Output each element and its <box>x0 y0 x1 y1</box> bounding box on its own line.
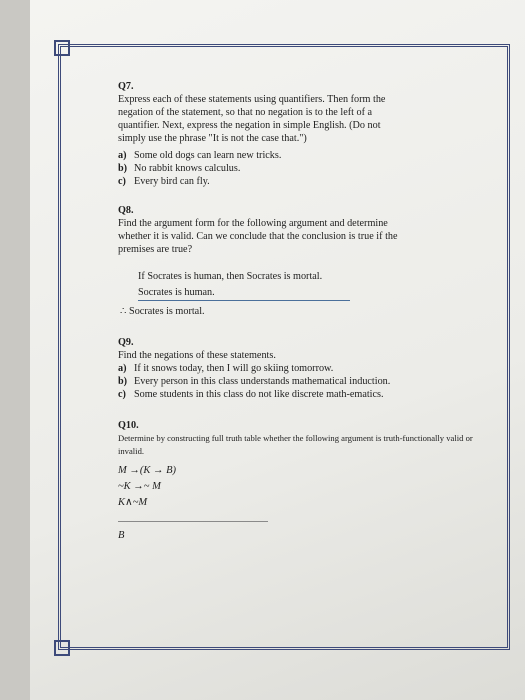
question-prompt: Determine by constructing full truth table whether the following argument is truth-functionally valid or invalid. <box>118 433 473 456</box>
argument-divider <box>118 521 268 522</box>
conclusion: B <box>118 530 125 541</box>
item-label: c) <box>118 389 126 400</box>
premise: ~K →~ M <box>118 481 161 492</box>
argument-divider <box>138 300 350 301</box>
item-text: If it snows today, then I will go skiing tomorrow. <box>134 363 334 374</box>
item-label: b) <box>118 376 128 387</box>
item-text: Some old dogs can learn new tricks. <box>134 150 282 161</box>
list-item <box>118 375 398 388</box>
question-prompt: Express each of these statements using quantifiers. Then form the negation of the statement, so that no negation is to the left of a quantifier. Next, express the negation in simple English. (Do not simply use the phrase "It is not the case that.") <box>118 94 386 144</box>
question-10 <box>118 419 488 544</box>
item-label: a) <box>118 150 127 161</box>
question-9 <box>118 336 398 401</box>
premise: M →(K → B) <box>118 465 177 476</box>
conclusion: Socrates is mortal. <box>129 306 205 317</box>
question-number: Q8. <box>118 205 134 216</box>
item-text: No rabbit knows calculus. <box>134 163 241 174</box>
list-item <box>118 149 398 162</box>
worksheet-content <box>118 80 473 544</box>
question-8 <box>118 204 398 318</box>
item-text: Every bird can fly. <box>134 176 210 187</box>
question-7 <box>118 80 398 188</box>
item-text: Some students in this class do not like discrete math-ematics. <box>134 389 384 400</box>
question-prompt: Find the argument form for the following argument and determine whether it is valid. Can we conclude that the conclusion is true if the premises are true? <box>118 218 398 255</box>
list-item <box>118 388 398 401</box>
question-prompt: Find the negations of these statements. <box>118 350 276 361</box>
question-number: Q9. <box>118 337 134 348</box>
item-label: c) <box>118 176 126 187</box>
question-number: Q7. <box>118 81 134 92</box>
premise: Socrates is human. <box>138 287 215 298</box>
item-text: Every person in this class understands mathematical induction. <box>134 376 391 387</box>
premise: If Socrates is human, then Socrates is mortal. <box>138 271 323 282</box>
premise: K∧~M <box>118 497 148 508</box>
list-item <box>118 175 398 188</box>
argument-block <box>120 270 398 318</box>
list-item <box>118 162 398 175</box>
question-number: Q10. <box>118 420 139 431</box>
therefore-symbol: ∴ <box>120 306 127 317</box>
border-corner-ornament <box>54 640 70 656</box>
item-label: a) <box>118 363 127 374</box>
list-item <box>118 362 398 375</box>
border-corner-ornament <box>54 40 70 56</box>
item-label: b) <box>118 163 128 174</box>
conclusion-line <box>120 305 398 318</box>
